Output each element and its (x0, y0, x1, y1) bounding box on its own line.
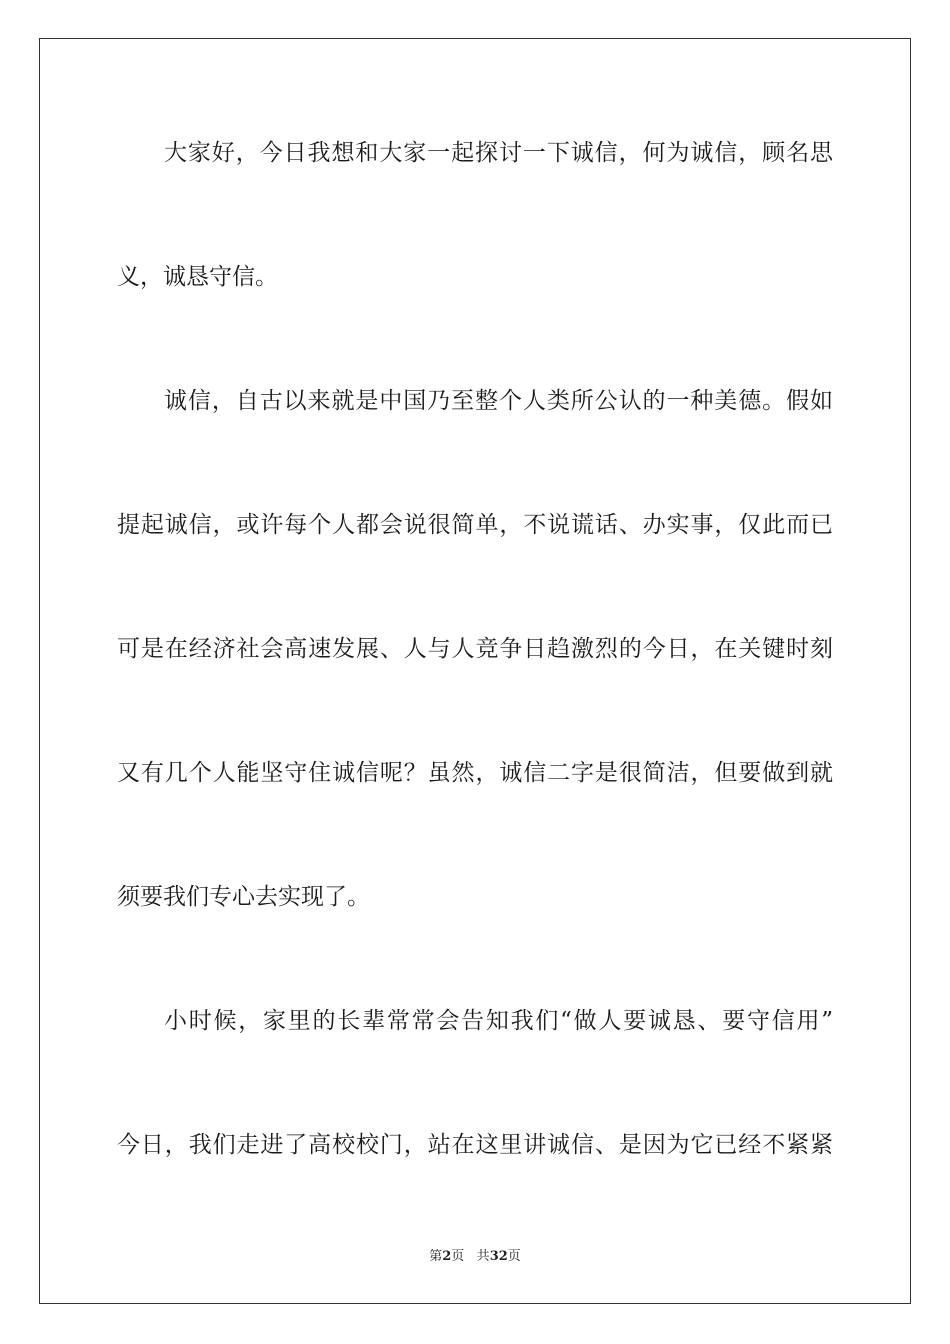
footer-total-prefix: 共 (476, 1249, 490, 1264)
footer-total-suffix: 页 (507, 1249, 521, 1264)
footer-total-pages: 32 (489, 1249, 508, 1264)
page-border (39, 38, 911, 1304)
paragraph-3-line-1: 小时候，家里的长辈常常会告知我们“做人要诚恳、要守信用” (164, 1008, 833, 1034)
paragraph-2-line-3: 可是在经济社会高速发展、人与人竞争日趋激烈的今日，在关键时刻 (117, 636, 833, 662)
page-footer (0, 1248, 950, 1266)
footer-page-prefix: 第 (429, 1249, 443, 1264)
paragraph-1-line-1: 大家好，今日我想和大家一起探讨一下诚信，何为诚信，顾名思 (164, 140, 833, 166)
paragraph-3-line-2: 今日，我们走进了高校校门，站在这里讲诚信、是因为它已经不紧紧 (117, 1132, 833, 1158)
paragraph-2-line-1: 诚信，自古以来就是中国乃至整个人类所公认的一种美德。假如 (164, 388, 833, 414)
footer-page-suffix: 页 (451, 1249, 465, 1264)
paragraph-2-line-5: 须要我们专心去实现了。 (117, 884, 370, 910)
paragraph-1-line-2: 义，诚恳守信。 (117, 264, 278, 290)
footer-page-number: 2 (442, 1249, 452, 1264)
paragraph-2-line-4: 又有几个人能坚守住诚信呢？虽然，诚信二字是很简洁，但要做到就 (117, 760, 833, 786)
paragraph-2-line-2: 提起诚信，或许每个人都会说很简单，不说谎话、办实事，仅此而已 (117, 512, 833, 538)
